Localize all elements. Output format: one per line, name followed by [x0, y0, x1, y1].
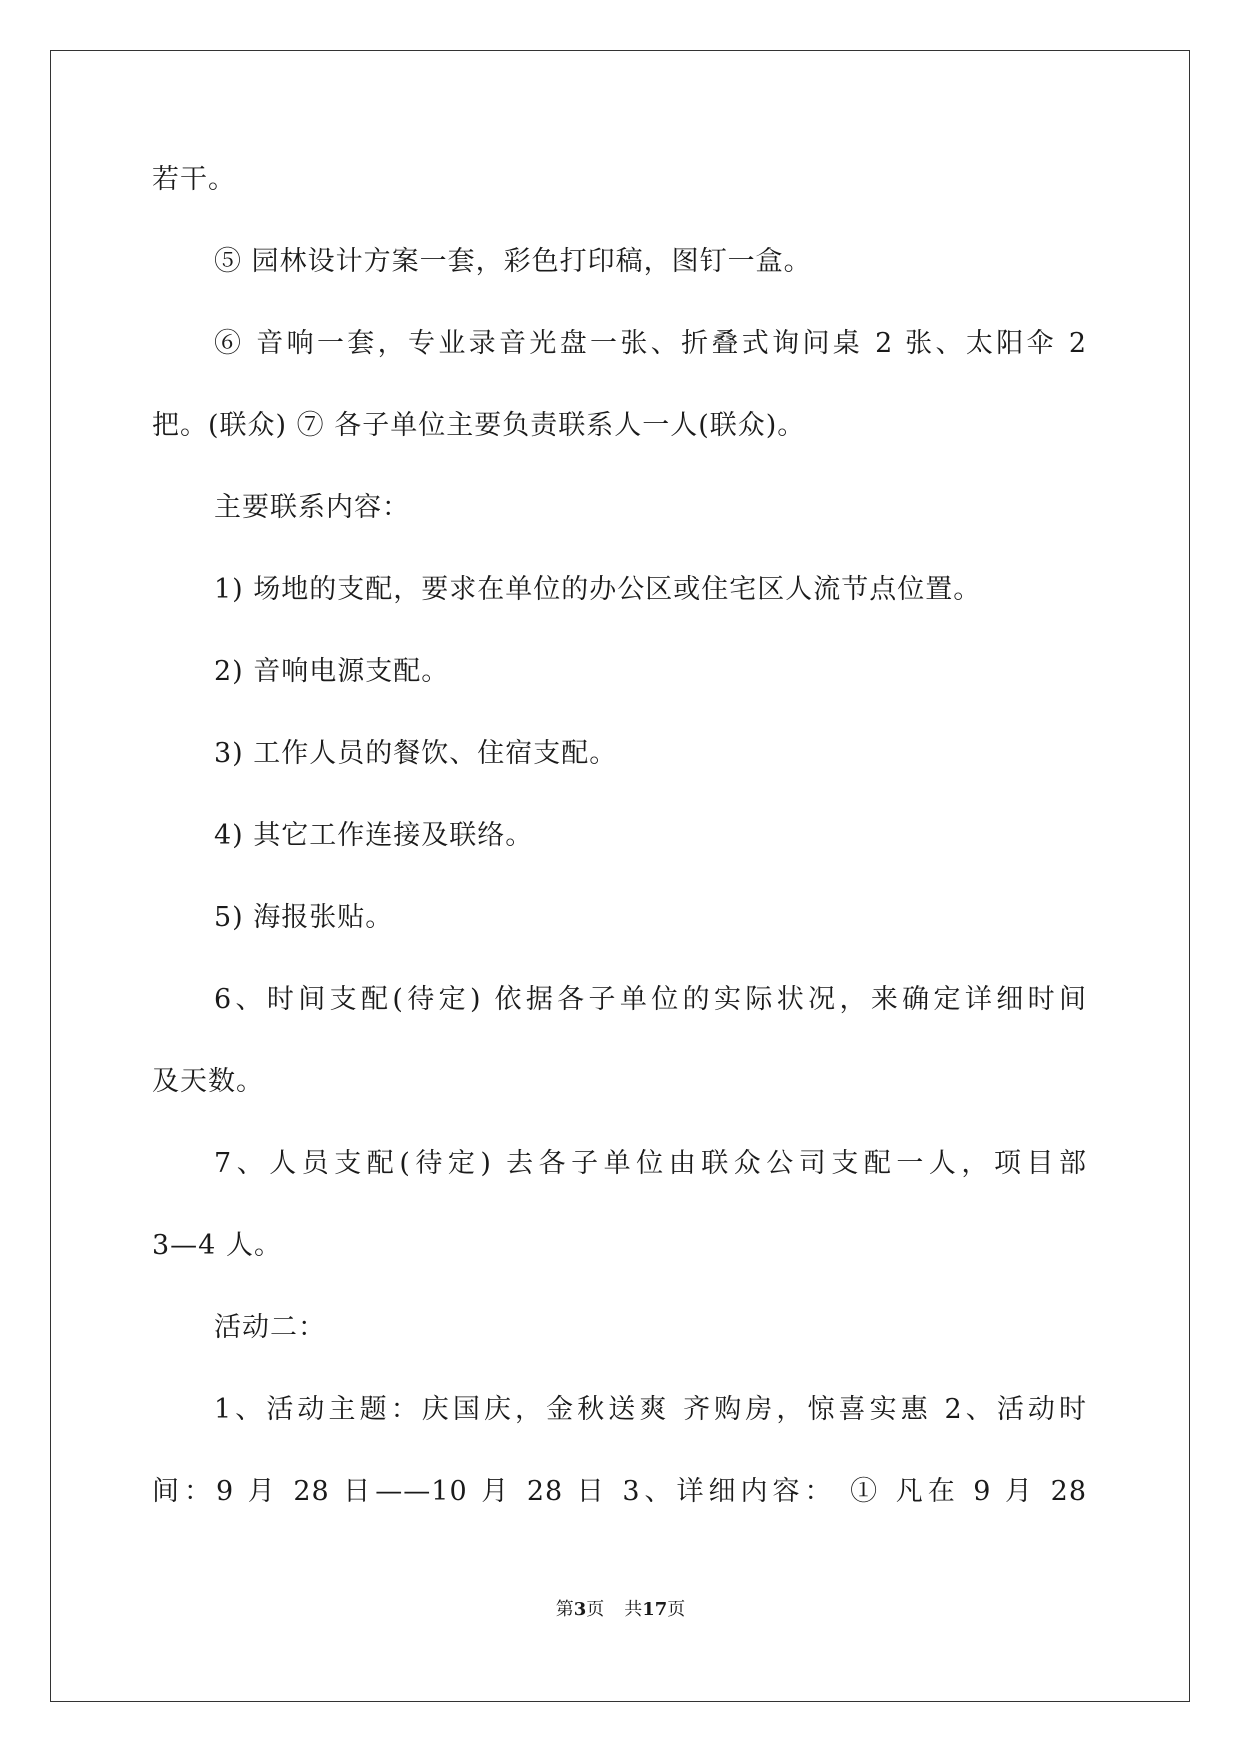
text-line: 4) 其它工作连接及联络。	[214, 820, 534, 851]
text-line: 若干。	[152, 164, 236, 195]
page-border	[50, 50, 1190, 1702]
text-line: 2) 音响电源支配。	[214, 656, 450, 687]
text-line: 3) 工作人员的餐饮、住宿支配。	[214, 738, 618, 769]
text-line: 间：9 月 28 日——10 月 28 日 3、详细内容： ① 凡在 9 月 28	[152, 1476, 1087, 1507]
page-footer	[0, 1598, 1241, 1622]
text-line: 及天数。	[152, 1066, 264, 1097]
text-line: 主要联系内容：	[214, 492, 410, 523]
text-line: 1、活动主题：庆国庆，金秋送爽 齐购房，惊喜实惠 2、活动时	[214, 1394, 1087, 1425]
text-line: 活动二：	[214, 1312, 326, 1343]
footer-prefix: 第	[555, 1599, 574, 1620]
footer-total-prefix: 共	[624, 1599, 643, 1620]
footer-total-pages: 17	[642, 1599, 668, 1620]
text-line: 1) 场地的支配，要求在单位的办公区或住宅区人流节点位置。	[214, 574, 982, 605]
text-line: 3—4 人。	[152, 1230, 282, 1261]
text-line: 7、人员支配(待定) 去各子单位由联众公司支配一人，项目部	[214, 1148, 1087, 1179]
footer-total-suffix: 页	[667, 1599, 686, 1620]
footer-page-number: 3	[573, 1599, 587, 1620]
text-line: ⑥ 音响一套，专业录音光盘一张、折叠式询问桌 2 张、太阳伞 2	[214, 328, 1087, 359]
footer-page-suffix: 页	[586, 1599, 605, 1620]
text-line: 5) 海报张贴。	[214, 902, 394, 933]
text-line: ⑤ 园林设计方案一套，彩色打印稿，图钉一盒。	[214, 246, 812, 277]
text-line: 把。(联众) ⑦ 各子单位主要负责联系人一人(联众)。	[152, 410, 806, 441]
text-line: 6、时间支配(待定) 依据各子单位的实际状况，来确定详细时间	[214, 984, 1087, 1015]
